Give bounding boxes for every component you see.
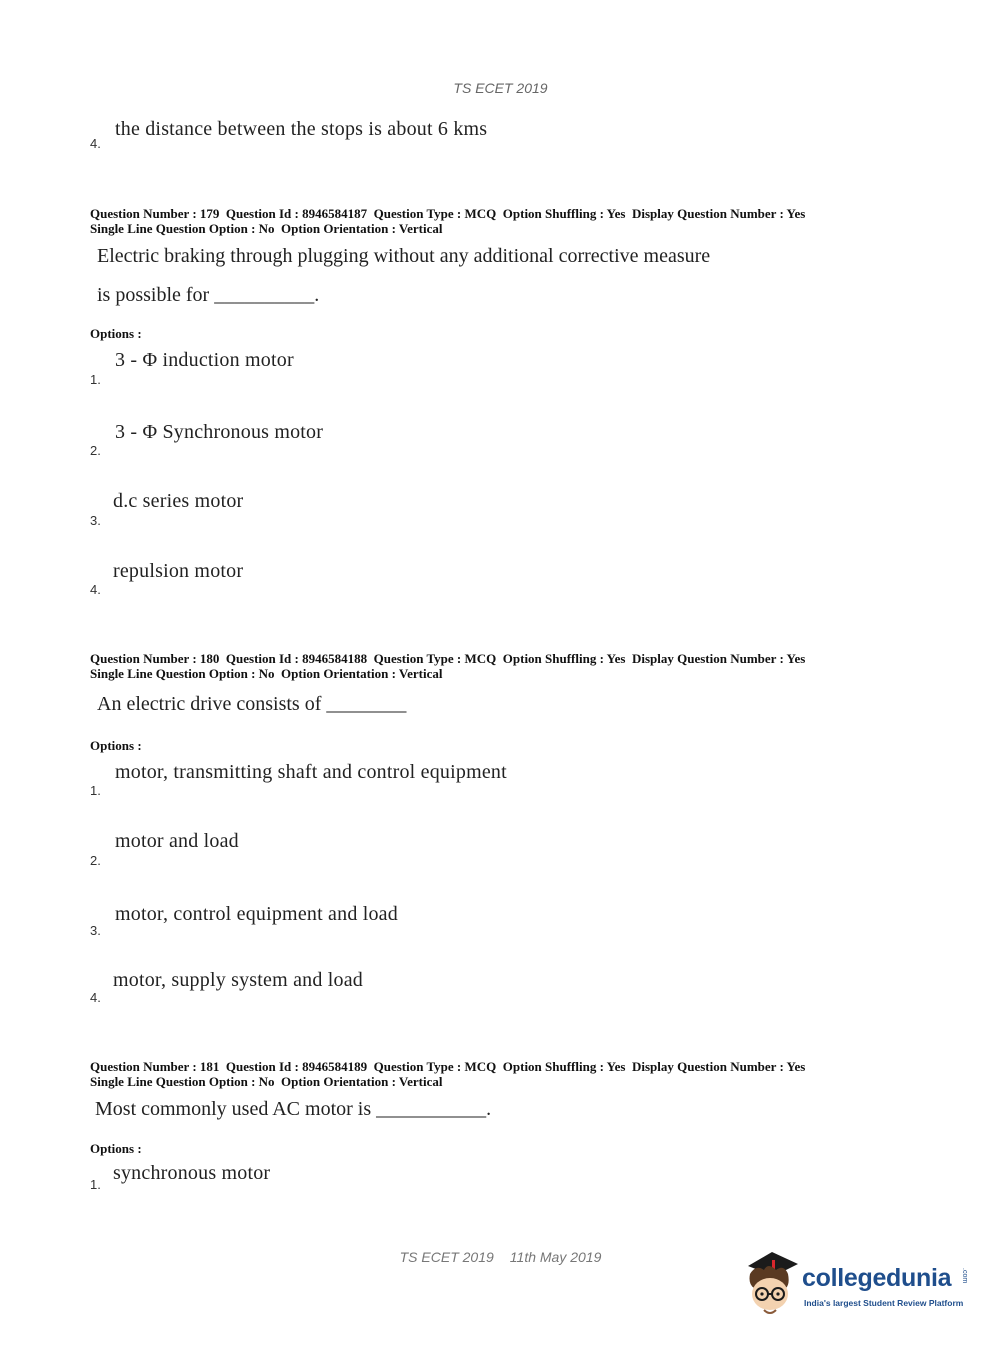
question-meta-line2: Single Line Question Option : No Option Orientation : Vertical [90,221,443,236]
mascot-icon [742,1250,804,1320]
question-text: An electric drive consists of ________ [97,693,407,715]
question-text: Most commonly used AC motor is ___________. [95,1098,492,1120]
option-number: 2. [90,853,101,868]
options-label: Options : [90,1141,142,1156]
question-text: is possible for __________. [97,284,320,306]
page-header: TS ECET 2019 [453,80,548,96]
logo-tagline: India's largest Student Review Platform [804,1298,964,1308]
option-number: 3. [90,923,101,938]
logo-wordmark: collegedunia [802,1264,952,1292]
option-number: 1. [90,1177,101,1192]
logo-suffix: .com [961,1268,968,1284]
option-text: d.c series motor [113,490,244,512]
option-number: 1. [90,372,101,387]
option-number: 4. [90,990,101,1005]
option-text: synchronous motor [113,1162,271,1184]
option-text: motor, control equipment and load [115,903,398,925]
option-text: motor, transmitting shaft and control equipment [115,761,507,783]
question-meta-line1: Question Number : 181 Question Id : 8946584189 Question Type : MCQ Option Shuffling : Yes Display Question Number : Yes [90,1059,806,1074]
question-meta-line2: Single Line Question Option : No Option Orientation : Vertical [90,666,443,681]
option-number: 3. [90,513,101,528]
question-meta-line1: Question Number : 180 Question Id : 8946584188 Question Type : MCQ Option Shuffling : Yes Display Question Number : Yes [90,651,806,666]
question-meta-line2: Single Line Question Option : No Option Orientation : Vertical [90,1074,443,1089]
collegedunia-logo [742,1250,972,1320]
options-label: Options : [90,738,142,753]
option-text: 3 - Φ induction motor [115,349,294,371]
option-text: motor, supply system and load [113,969,363,991]
option-number: 2. [90,443,101,458]
option-text: repulsion motor [113,560,244,582]
option-number: 4. [90,136,101,151]
footer-exam: TS ECET 2019 [399,1249,494,1265]
question-text: Electric braking through plugging without any additional corrective measure [97,245,711,267]
option-number: 1. [90,783,101,798]
option-text: the distance between the stops is about 6 kms [115,118,488,140]
option-text: motor and load [115,830,239,852]
options-label: Options : [90,326,142,341]
option-number: 4. [90,582,101,597]
footer-date: 11th May 2019 [509,1249,602,1265]
option-text: 3 - Φ Synchronous motor [115,421,324,443]
question-meta-line1: Question Number : 179 Question Id : 8946584187 Question Type : MCQ Option Shuffling : Yes Display Question Number : Yes [90,206,806,221]
